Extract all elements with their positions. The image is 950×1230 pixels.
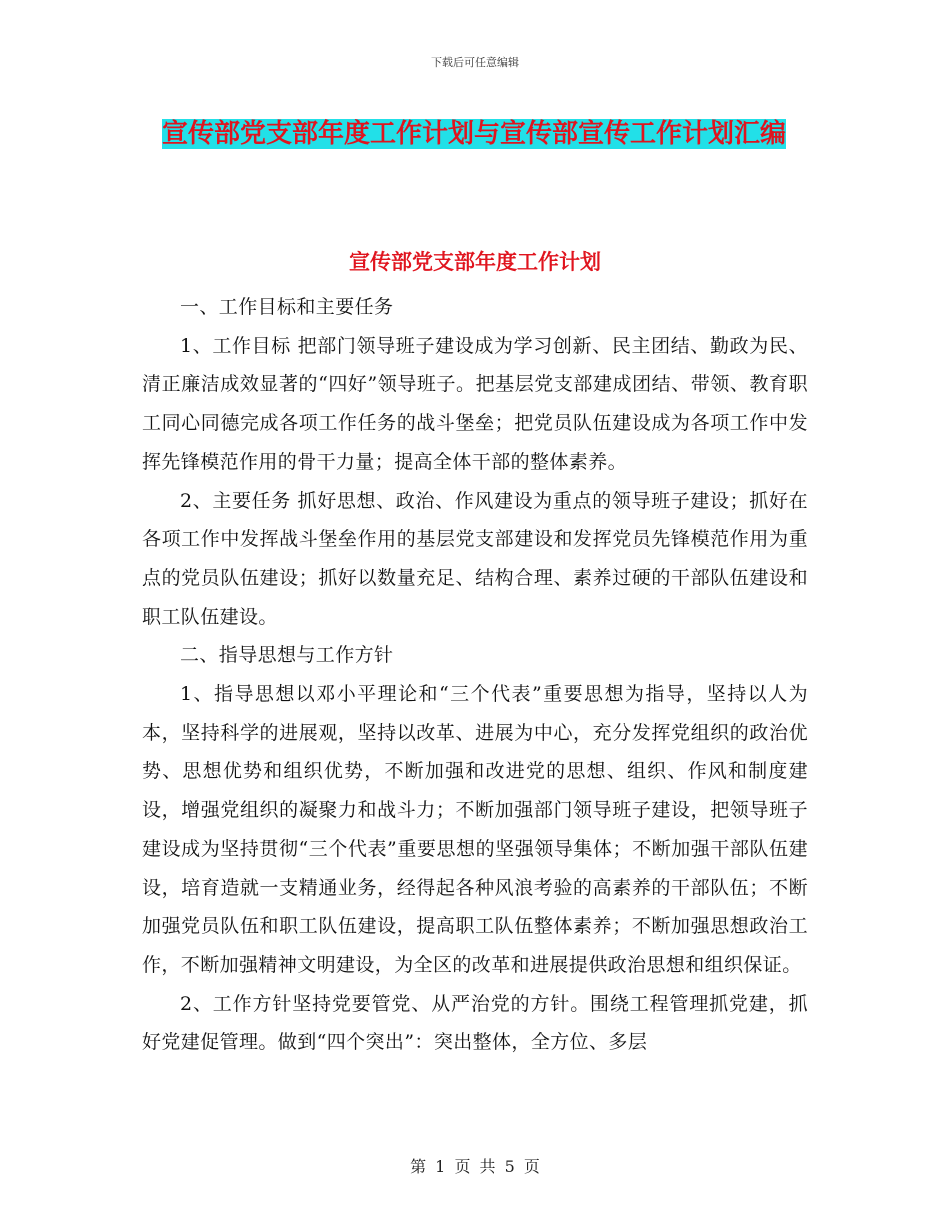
document-title-text: 宣传部党支部年度工作计划与宣传部宣传工作计划汇编 <box>161 119 786 149</box>
body-paragraph: 1、工作目标 把部门领导班子建设成为学习创新、民主团结、勤政为民、清正廉洁成效显著的“四好”领导班子。把基层党支部建成团结、带领、教育职工同心同德完成各项工作任务的战斗堡垒；把党员队伍建设成为各项工作中发挥先锋模范作用的骨干力量；提高全体干部的整体素养。 <box>142 334 808 473</box>
body-paragraph: 一、工作目标和主要任务 <box>180 296 394 318</box>
body-paragraph: 2、主要任务 抓好思想、政治、作风建设为重点的领导班子建设；抓好在各项工作中发挥战斗堡垒作用的基层党支部建设和发挥党员先锋模范作用为重点的党员队伍建设；抓好以数量充足、结构合理、素养过硬的干部队伍建设和职工队伍建设。 <box>142 489 808 628</box>
page-footer: 第 1 页 共 5 页 <box>410 1157 540 1176</box>
header-note: 下载后可任意编辑 <box>431 56 519 69</box>
body-paragraph: 2、工作方针坚持党要管党、从严治党的方针。围绕工程管理抓党建，抓好党建促管理。做到“四个突出”：突出整体，全方位、多层 <box>142 992 808 1054</box>
document-title <box>140 112 808 156</box>
body-paragraph: 1、指导思想以邓小平理论和“三个代表”重要思想为指导，坚持以人为本，坚持科学的进展观，坚持以改革、进展为中心，充分发挥党组织的政治优势、思想优势和组织优势，不断加强和改进党的思想、组织、作风和制度建设，增强党组织的凝聚力和战斗力；不断加强部门领导班子建设，把领导班子建设成为坚持贯彻“三个代表”重要思想的坚强领导集体；不断加强干部队伍建设，培育造就一支精通业务，经得起各种风浪考验的高素养的干部队伍；不断加强党员队伍和职工队伍建设，提高职工队伍整体素养；不断加强思想政治工作，不断加强精神文明建设，为全区的改革和进展提供政治思想和组织保证。 <box>142 683 808 976</box>
section-title: 宣传部党支部年度工作计划 <box>349 249 601 274</box>
body-paragraph: 二、指导思想与工作方针 <box>180 644 394 667</box>
document-body <box>142 288 808 1062</box>
